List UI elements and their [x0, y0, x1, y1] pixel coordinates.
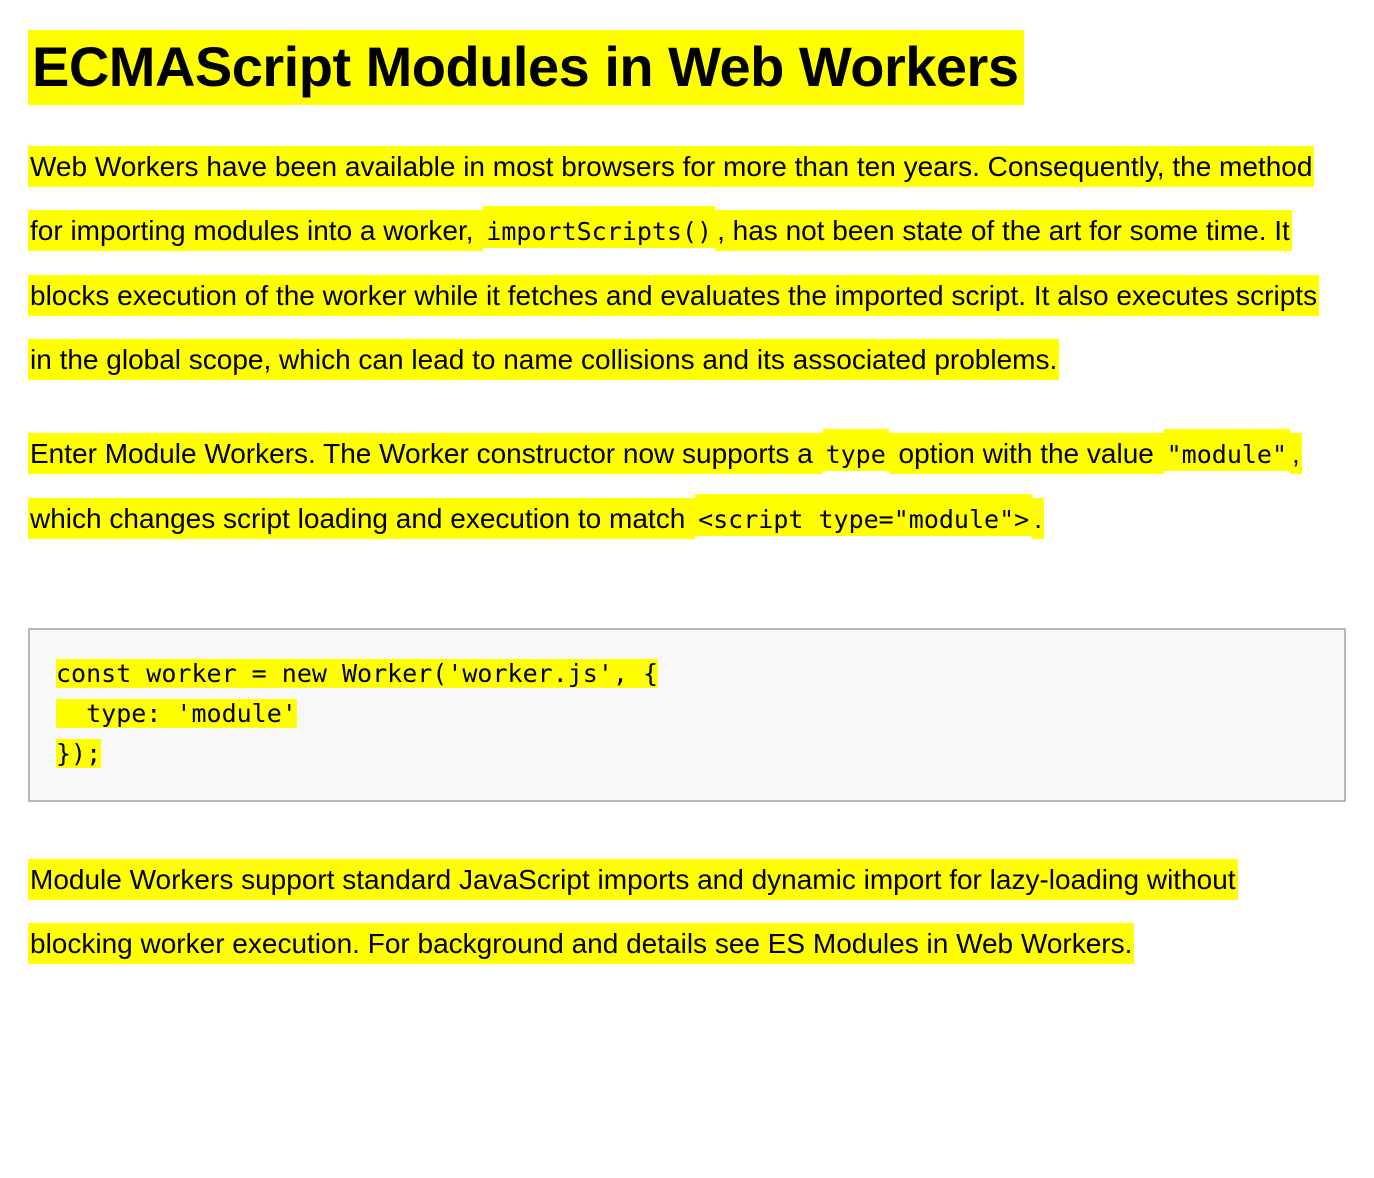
code-line — [56, 734, 1318, 774]
highlighted-text: , has not been state of the art for some time. It blocks execution of the worker while it fetches and evaluates the imported script. It also executes scripts in the global scope, which can lead to name collisions and its associated problems. — [28, 210, 1319, 380]
highlighted-text: Web Workers have been available in most browsers for more than ten years. Consequently, the method for importing modules into a worker, — [28, 146, 1314, 251]
inline-code: importScripts() — [483, 206, 715, 248]
paragraph-intro-web-workers — [28, 135, 1346, 392]
inline-code: "module" — [1164, 429, 1290, 471]
highlighted-code: }); — [56, 739, 102, 769]
highlighted-text: . — [1032, 498, 1044, 539]
paragraph-module-workers — [28, 422, 1346, 552]
inline-code: <script type="module"> — [695, 494, 1032, 536]
highlighted-code: const worker = new Worker('worker.js', { — [56, 659, 659, 689]
highlighted-text: option with the value — [889, 433, 1164, 474]
title-highlight: ECMAScript Modules in Web Workers — [28, 30, 1024, 105]
highlighted-text: Enter Module Workers. The Worker constructor now supports a — [28, 433, 823, 474]
highlighted-text: Module Workers support standard JavaScript imports and dynamic import for lazy-loading without blocking worker execution. For background and details see ES Modules in Web Workers. — [28, 859, 1238, 964]
paragraph-conclusion — [28, 848, 1346, 976]
code-block — [28, 628, 1346, 802]
code-line — [56, 694, 1318, 734]
highlighted-text: , which changes script loading and execution to match — [28, 433, 1302, 539]
highlighted-code: type: 'module' — [56, 699, 297, 729]
code-line — [56, 654, 1318, 694]
page-title — [28, 28, 1346, 105]
inline-code: type — [823, 429, 889, 471]
